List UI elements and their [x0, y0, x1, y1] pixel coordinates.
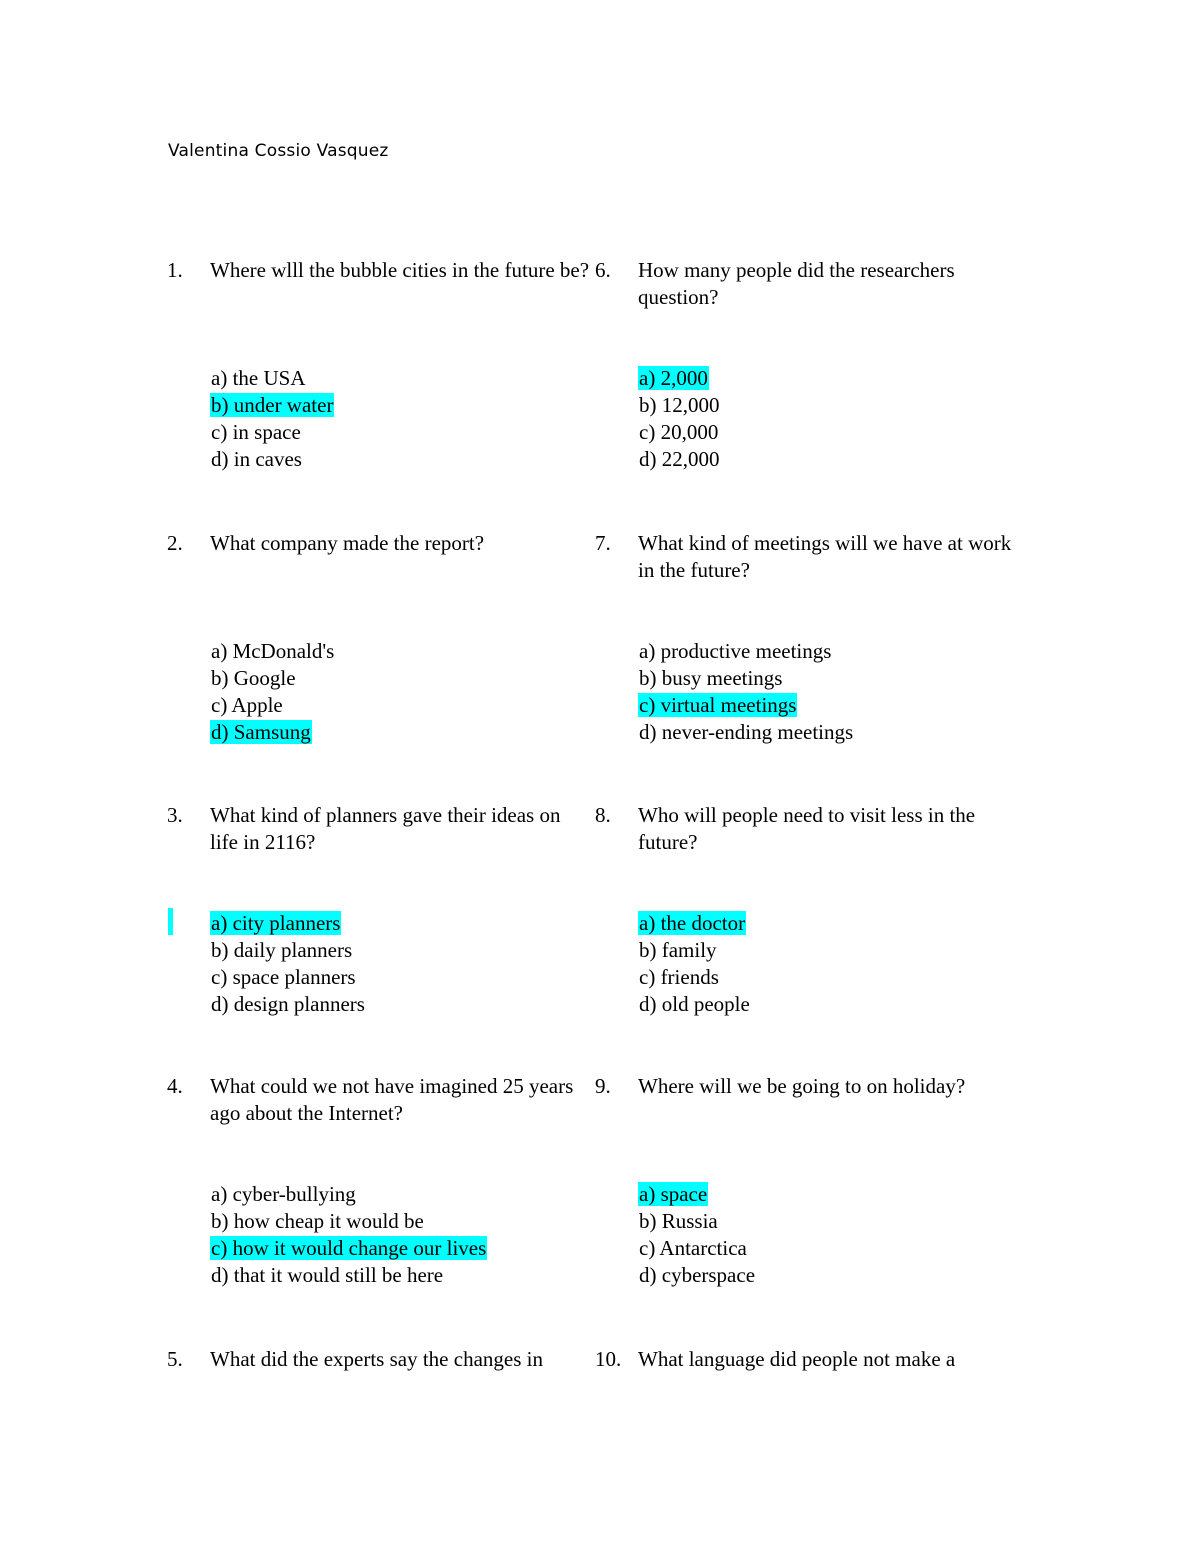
answer-option [638, 719, 1018, 746]
question-text: What could we not have imagined 25 years ago about the Internet? [210, 1074, 574, 1125]
answer-option-label: c) Antarctica [639, 1236, 747, 1260]
answer-option-label: b) how cheap it would be [211, 1209, 424, 1233]
answer-option [210, 1181, 590, 1208]
answer-options [638, 910, 1018, 1018]
answer-option [210, 365, 590, 392]
answer-option [210, 1262, 590, 1289]
answer-option [638, 1235, 1018, 1262]
answer-option [638, 392, 1018, 419]
answer-option [638, 1208, 1018, 1235]
question-text: What language did people not make a [638, 1347, 956, 1371]
answer-option-label: b) family [639, 938, 717, 962]
answer-option-selected [638, 1181, 1018, 1208]
answer-option [638, 446, 1018, 473]
question-number: 2. [167, 531, 183, 555]
question-number: 8. [595, 803, 611, 827]
answer-option-selected [210, 1235, 590, 1262]
answer-option-label: b) 12,000 [639, 393, 720, 417]
answer-option [638, 419, 1018, 446]
answer-option-selected [638, 365, 1018, 392]
answer-option-selected [210, 910, 590, 937]
answer-option-label: d) design planners [211, 992, 365, 1016]
answer-option-label: b) Google [211, 666, 296, 690]
question-text: What did the experts say the changes in [210, 1347, 543, 1371]
answer-options [638, 365, 1018, 473]
answer-option-selected [210, 392, 590, 419]
answer-option-label: a) cyber-bullying [211, 1182, 356, 1206]
question-text: Where will we be going to on holiday? [638, 1074, 966, 1098]
answer-option [210, 937, 590, 964]
answer-option-label: c) Apple [211, 693, 283, 717]
question-number: 4. [167, 1074, 183, 1098]
answer-option-selected [638, 910, 1018, 937]
answer-option [210, 1208, 590, 1235]
answer-option-label: d) that it would still be here [211, 1263, 444, 1287]
answer-option-selected [638, 692, 1018, 719]
question-number: 10. [595, 1347, 622, 1371]
answer-option [638, 1262, 1018, 1289]
question-text: How many people did the researchers question? [638, 258, 955, 309]
answer-option [210, 665, 590, 692]
answer-option-label: a) the doctor [639, 911, 746, 935]
answer-option-label: b) busy meetings [639, 666, 783, 690]
question-number: 7. [595, 531, 611, 555]
answer-option-label: c) in space [211, 420, 301, 444]
answer-option-label: a) productive meetings [639, 639, 832, 663]
answer-option-selected [210, 719, 590, 746]
question-number: 6. [595, 258, 611, 282]
answer-option [638, 665, 1018, 692]
answer-option-label: d) old people [639, 992, 750, 1016]
question-text: Where wlll the bubble cities in the future be? [210, 258, 590, 282]
answer-option-label: b) daily planners [211, 938, 353, 962]
answer-options [638, 1181, 1018, 1289]
answer-options [638, 638, 1018, 746]
answer-option-label: a) space [639, 1182, 708, 1206]
answer-option-label: d) cyberspace [639, 1263, 756, 1287]
answer-option-label: a) the USA [211, 366, 306, 390]
answer-option-label: b) Russia [639, 1209, 718, 1233]
question-text: What company made the report? [210, 531, 485, 555]
answer-option [210, 692, 590, 719]
answer-option-label: a) city planners [211, 911, 341, 935]
answer-option-label: a) 2,000 [639, 366, 708, 390]
author-name: Valentina Cossio Vasquez [168, 141, 389, 161]
question-number: 1. [167, 258, 183, 282]
answer-options [210, 365, 590, 473]
answer-option [210, 638, 590, 665]
answer-option-label: d) 22,000 [639, 447, 720, 471]
answer-option-label: d) Samsung [211, 720, 311, 744]
answer-option [638, 638, 1018, 665]
question-text: What kind of planners gave their ideas on life in 2116? [210, 803, 561, 854]
answer-option [210, 991, 590, 1018]
question-number: 9. [595, 1074, 611, 1098]
answer-option [638, 991, 1018, 1018]
answer-option-label: c) how it would change our lives [211, 1236, 487, 1260]
answer-option [210, 419, 590, 446]
answer-options [210, 638, 590, 746]
answer-option-label: d) never-ending meetings [639, 720, 854, 744]
answer-option [638, 964, 1018, 991]
answer-option-label: c) space planners [211, 965, 356, 989]
answer-option-label: b) under water [211, 393, 334, 417]
answer-option [638, 937, 1018, 964]
question-text: What kind of meetings will we have at work in the future? [638, 531, 1012, 582]
answer-option-label: d) in caves [211, 447, 302, 471]
answer-option [210, 446, 590, 473]
answer-options [210, 910, 590, 1018]
answer-option-label: a) McDonald's [211, 639, 335, 663]
answer-option-label: c) friends [639, 965, 719, 989]
answer-option-label: c) virtual meetings [639, 693, 797, 717]
answer-option-label: c) 20,000 [639, 420, 719, 444]
question-number: 5. [167, 1347, 183, 1371]
question-number: 3. [167, 803, 183, 827]
answer-option [210, 964, 590, 991]
answer-options [210, 1181, 590, 1289]
question-text: Who will people need to visit less in the future? [638, 803, 976, 854]
highlight-marker [168, 908, 173, 935]
